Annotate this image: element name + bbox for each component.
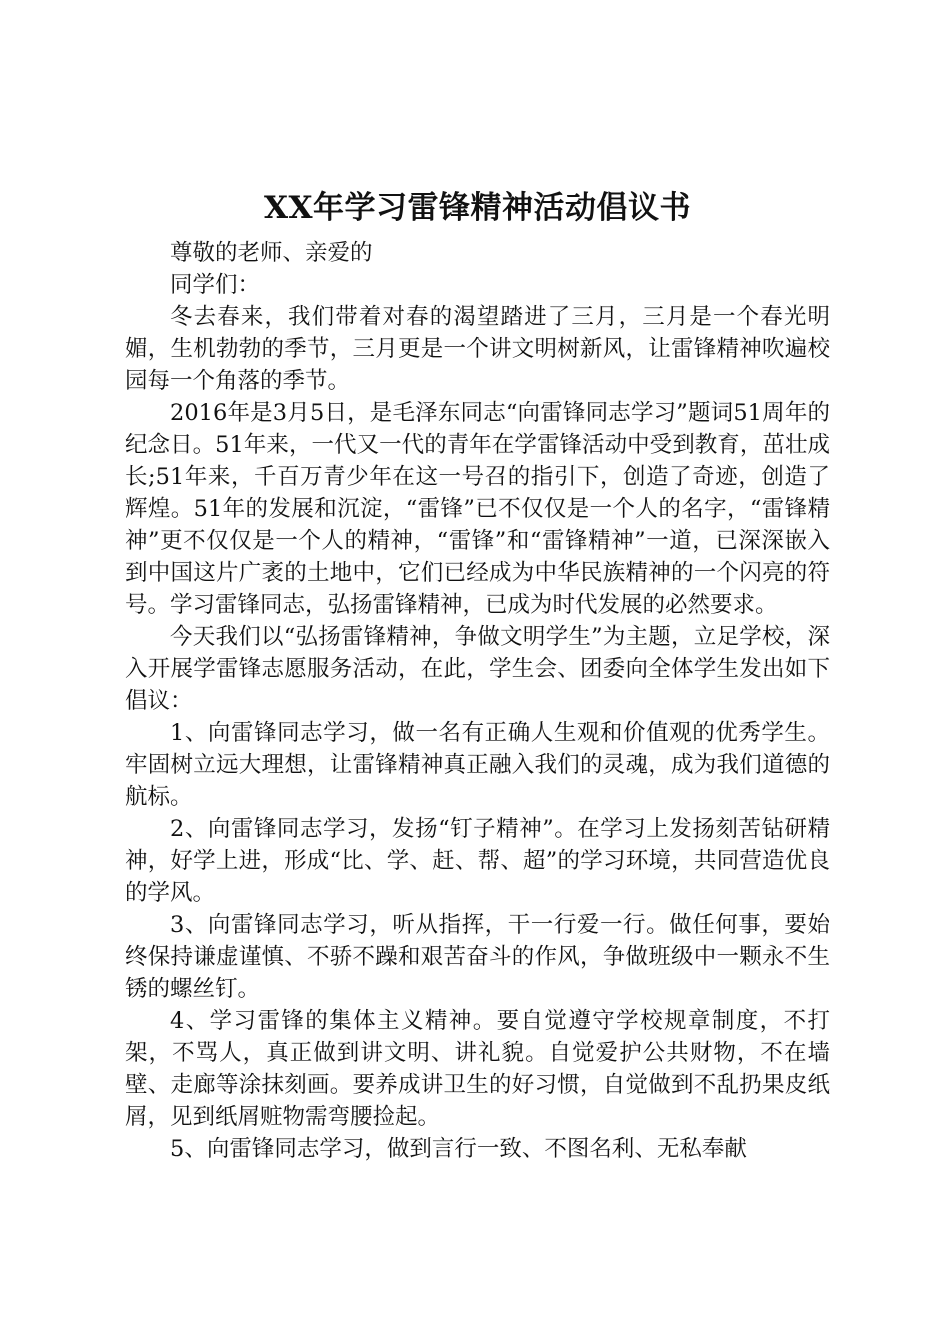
document-page <box>125 185 830 1165</box>
proposal-item-3: 3、向雷锋同志学习，听从指挥，干一行爱一行。做任何事，要始终保持谦虚谨慎、不骄不躁和艰苦奋斗的作风，争做班级中一颗永不生锈的螺丝钉。 <box>125 912 830 1002</box>
salutation-line-2: 同学们： <box>170 272 261 298</box>
proposal-item-5: 5、向雷锋同志学习，做到言行一致、不图名利、无私奉献 <box>170 1136 747 1162</box>
paragraph-history: 2016年是3月5日，是毛泽东同志“向雷锋同志学习”题词51周年的纪念日。51年来，一代又一代的青年在学雷锋活动中受到教育，茁壮成长;51年来，千百万青少年在这一号召的指引下，创造了奇迹，创造了辉煌。51年的发展和沉淀，“雷锋”已不仅仅是一个人的名字，“雷锋精神”更不仅仅是一个人的精神，“雷锋”和“雷锋精神”一道，已深深嵌入到中国这片广袤的土地中，它们已经成为中华民族精神的一个闪亮的符号。学习雷锋同志，弘扬雷锋精神，已成为时代发展的必然要求。 <box>125 400 830 618</box>
proposal-item-4: 4、学习雷锋的集体主义精神。要自觉遵守学校规章制度，不打架，不骂人，真正做到讲文明、讲礼貌。自觉爱护公共财物，不在墙壁、走廊等涂抹刻画。要养成讲卫生的好习惯，自觉做到不乱扔果皮纸屑，见到纸屑赃物需弯腰捡起。 <box>125 1008 830 1130</box>
proposal-item-1: 1、向雷锋同志学习，做一名有正确人生观和价值观的优秀学生。牢固树立远大理想，让雷锋精神真正融入我们的灵魂，成为我们道德的航标。 <box>125 720 830 810</box>
paragraph-intro: 冬去春来，我们带着对春的渴望踏进了三月，三月是一个春光明媚，生机勃勃的季节，三月更是一个讲文明树新风，让雷锋精神吹遍校园每一个角落的季节。 <box>125 304 830 394</box>
paragraph-theme: 今天我们以“弘扬雷锋精神，争做文明学生”为主题，立足学校，深入开展学雷锋志愿服务活动，在此，学生会、团委向全体学生发出如下倡议： <box>125 624 830 714</box>
document-title: XX年学习雷锋精神活动倡议书 <box>263 190 692 226</box>
proposal-item-2: 2、向雷锋同志学习，发扬“钉子精神”。在学习上发扬刻苦钻研精神，好学上进，形成“比、学、赶、帮、超”的学习环境，共同营造优良的学风。 <box>125 816 830 906</box>
salutation-line-1: 尊敬的老师、亲爱的 <box>170 240 373 266</box>
